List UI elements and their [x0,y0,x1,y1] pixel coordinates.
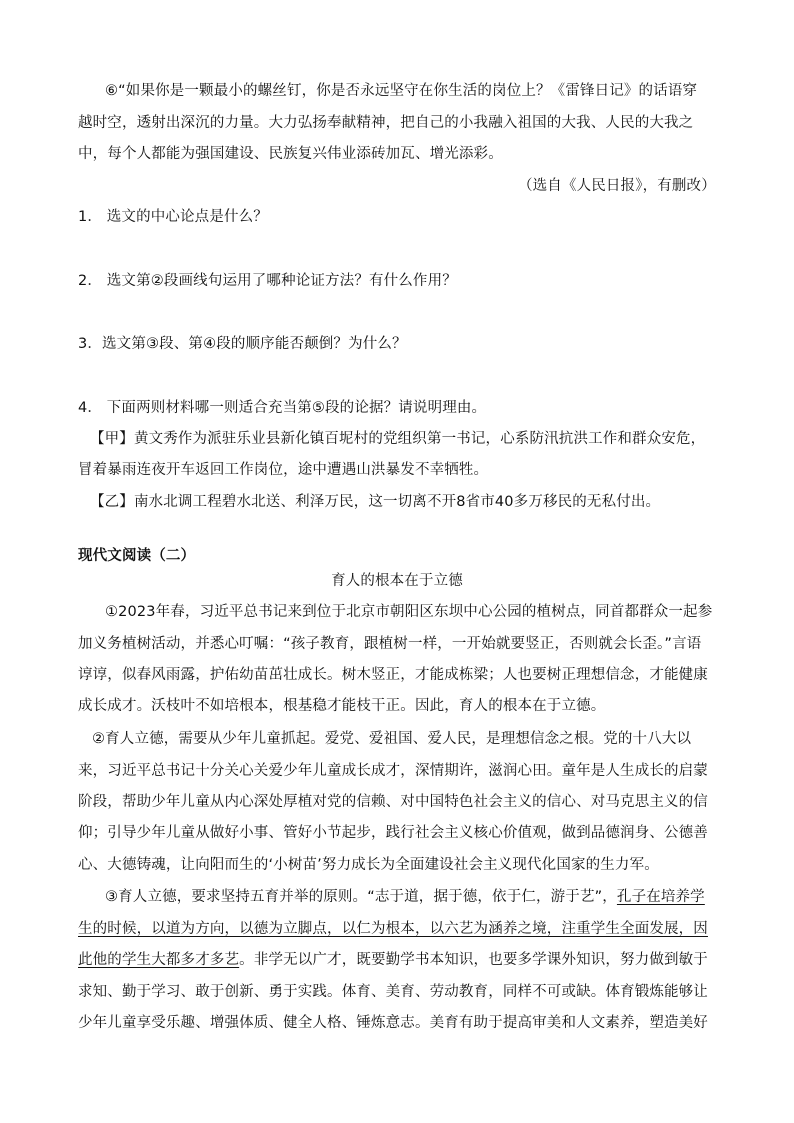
underlined-sentence-end: 此他的学生大都多才多艺 [78,952,240,968]
s2-paragraph-2-line-5: 心、大德铸魂，让向阳而生的‘小树苗’努力成长为全面建设社会主义现代化国家的生力军。 [78,857,659,873]
section-heading: 现代文阅读（二） [78,548,196,564]
underlined-sentence-middle: 生的时候，以道为方向，以德为立脚点，以仁为根本，以六艺为涵养之境，注重学生全面发展，因 [78,921,708,937]
s2-paragraph-3-line-3-text: 。非学无以广才，既要勤学书本知识，也要多学课外知识，努力做到敏于 [239,952,708,968]
material-jia-line-2: 冒着暴雨连夜开车返回工作岗位，途中遭遇山洪暴发不幸牺牲。 [78,462,489,478]
material-yi: 【乙】南水北调工程碧水北送、利泽万民，这一切离不开8省市40多万移民的无私付出。 [90,494,661,510]
s2-paragraph-1-line-4: 成长成才。沃枝叶不如培根本，根基稳才能枝干正。因此，育人的根本在于立德。 [78,698,606,714]
article-title: 育人的根本在于立德 [331,573,463,589]
s2-paragraph-3-line-5: 少年儿童享受乐趣、增强体质、健全人格、锤炼意志。美育有助于提高审美和人文素养，塑造美好 [78,1015,708,1031]
material-jia-line-1: 【甲】黄文秀作为派驻乐业县新化镇百坭村的党组织第一书记，心系防汛抗洪工作和群众安危， [90,431,706,447]
paragraph-6-line-1: ⑥“如果你是一颗最小的螺丝钉，你是否永远坚守在你生活的岗位上？《雷锋日记》的话语穿 [105,83,698,99]
question-1: 1． 选文的中心论点是什么？ [78,209,268,225]
question-2: 2． 选文第②段画线句运用了哪种论证方法？有什么作用？ [78,273,457,289]
underlined-sentence-start: 孔子在培养学 [616,889,705,905]
paragraph-6-line-3: 中，每个人都能为强国建设、民族复兴伟业添砖加瓦、增光添彩。 [78,146,503,162]
s2-paragraph-3-line-1 [105,886,705,908]
s2-paragraph-3-line-1-text: ③育人立德，要求坚持五育并举的原则。“志于道，据于德，依于仁，游于艺”， [105,889,617,905]
s2-paragraph-2-line-3: 阶段，帮助少年儿童从内心深处厚植对党的信赖、对中国特色社会主义的信心、对马克思主义的信 [78,794,708,810]
question-4: 4． 下面两则材料哪一则适合充当第⑤段的论据？请说明理由。 [78,400,487,416]
s2-paragraph-2-line-4: 仰；引导少年儿童从做好小事、管好小节起步，践行社会主义核心价值观，做到品德润身、公德善 [78,825,708,841]
s2-paragraph-1-line-3: 谆谆，似春风雨露，护佑幼苗茁壮成长。树木竖正，才能成栋梁；人也要树正理想信念，才能健康 [78,667,708,683]
s2-paragraph-2-line-2: 来，习近平总书记十分关心关爱少年儿童成长成才，深情期许，滋润心田。童年是人生成长的启蒙 [78,763,708,779]
paragraph-6-line-2: 越时空，透射出深沉的力量。大力弘扬奉献精神，把自己的小我融入祖国的大我、人民的大我之 [78,115,694,131]
s2-paragraph-2-line-1: ②育人立德，需要从少年儿童抓起。爱党、爱祖国、爱人民，是理想信念之根。党的十八大以 [92,731,692,747]
s2-paragraph-1-line-2: 加义务植树活动，并悉心叮嘱：“孩子教育，跟植树一样，一开始就要竖正，否则就会长歪。”言语 [78,636,702,652]
source-citation: （选自《人民日报》，有删改） [518,178,716,194]
s2-paragraph-3-line-4: 求知、勤于学习、敢于创新、勇于实践。体育、美育、劳动教育，同样不可或缺。体育锻炼能够让 [78,984,708,1000]
question-3: 3．选文第③段、第④段的顺序能否颠倒？为什么？ [78,336,407,352]
s2-paragraph-1-line-1: ①2023年春，习近平总书记来到位于北京市朝阳区东坝中心公园的植树点，同首都群众一起参 [105,604,713,620]
s2-paragraph-3-line-3 [78,949,708,971]
